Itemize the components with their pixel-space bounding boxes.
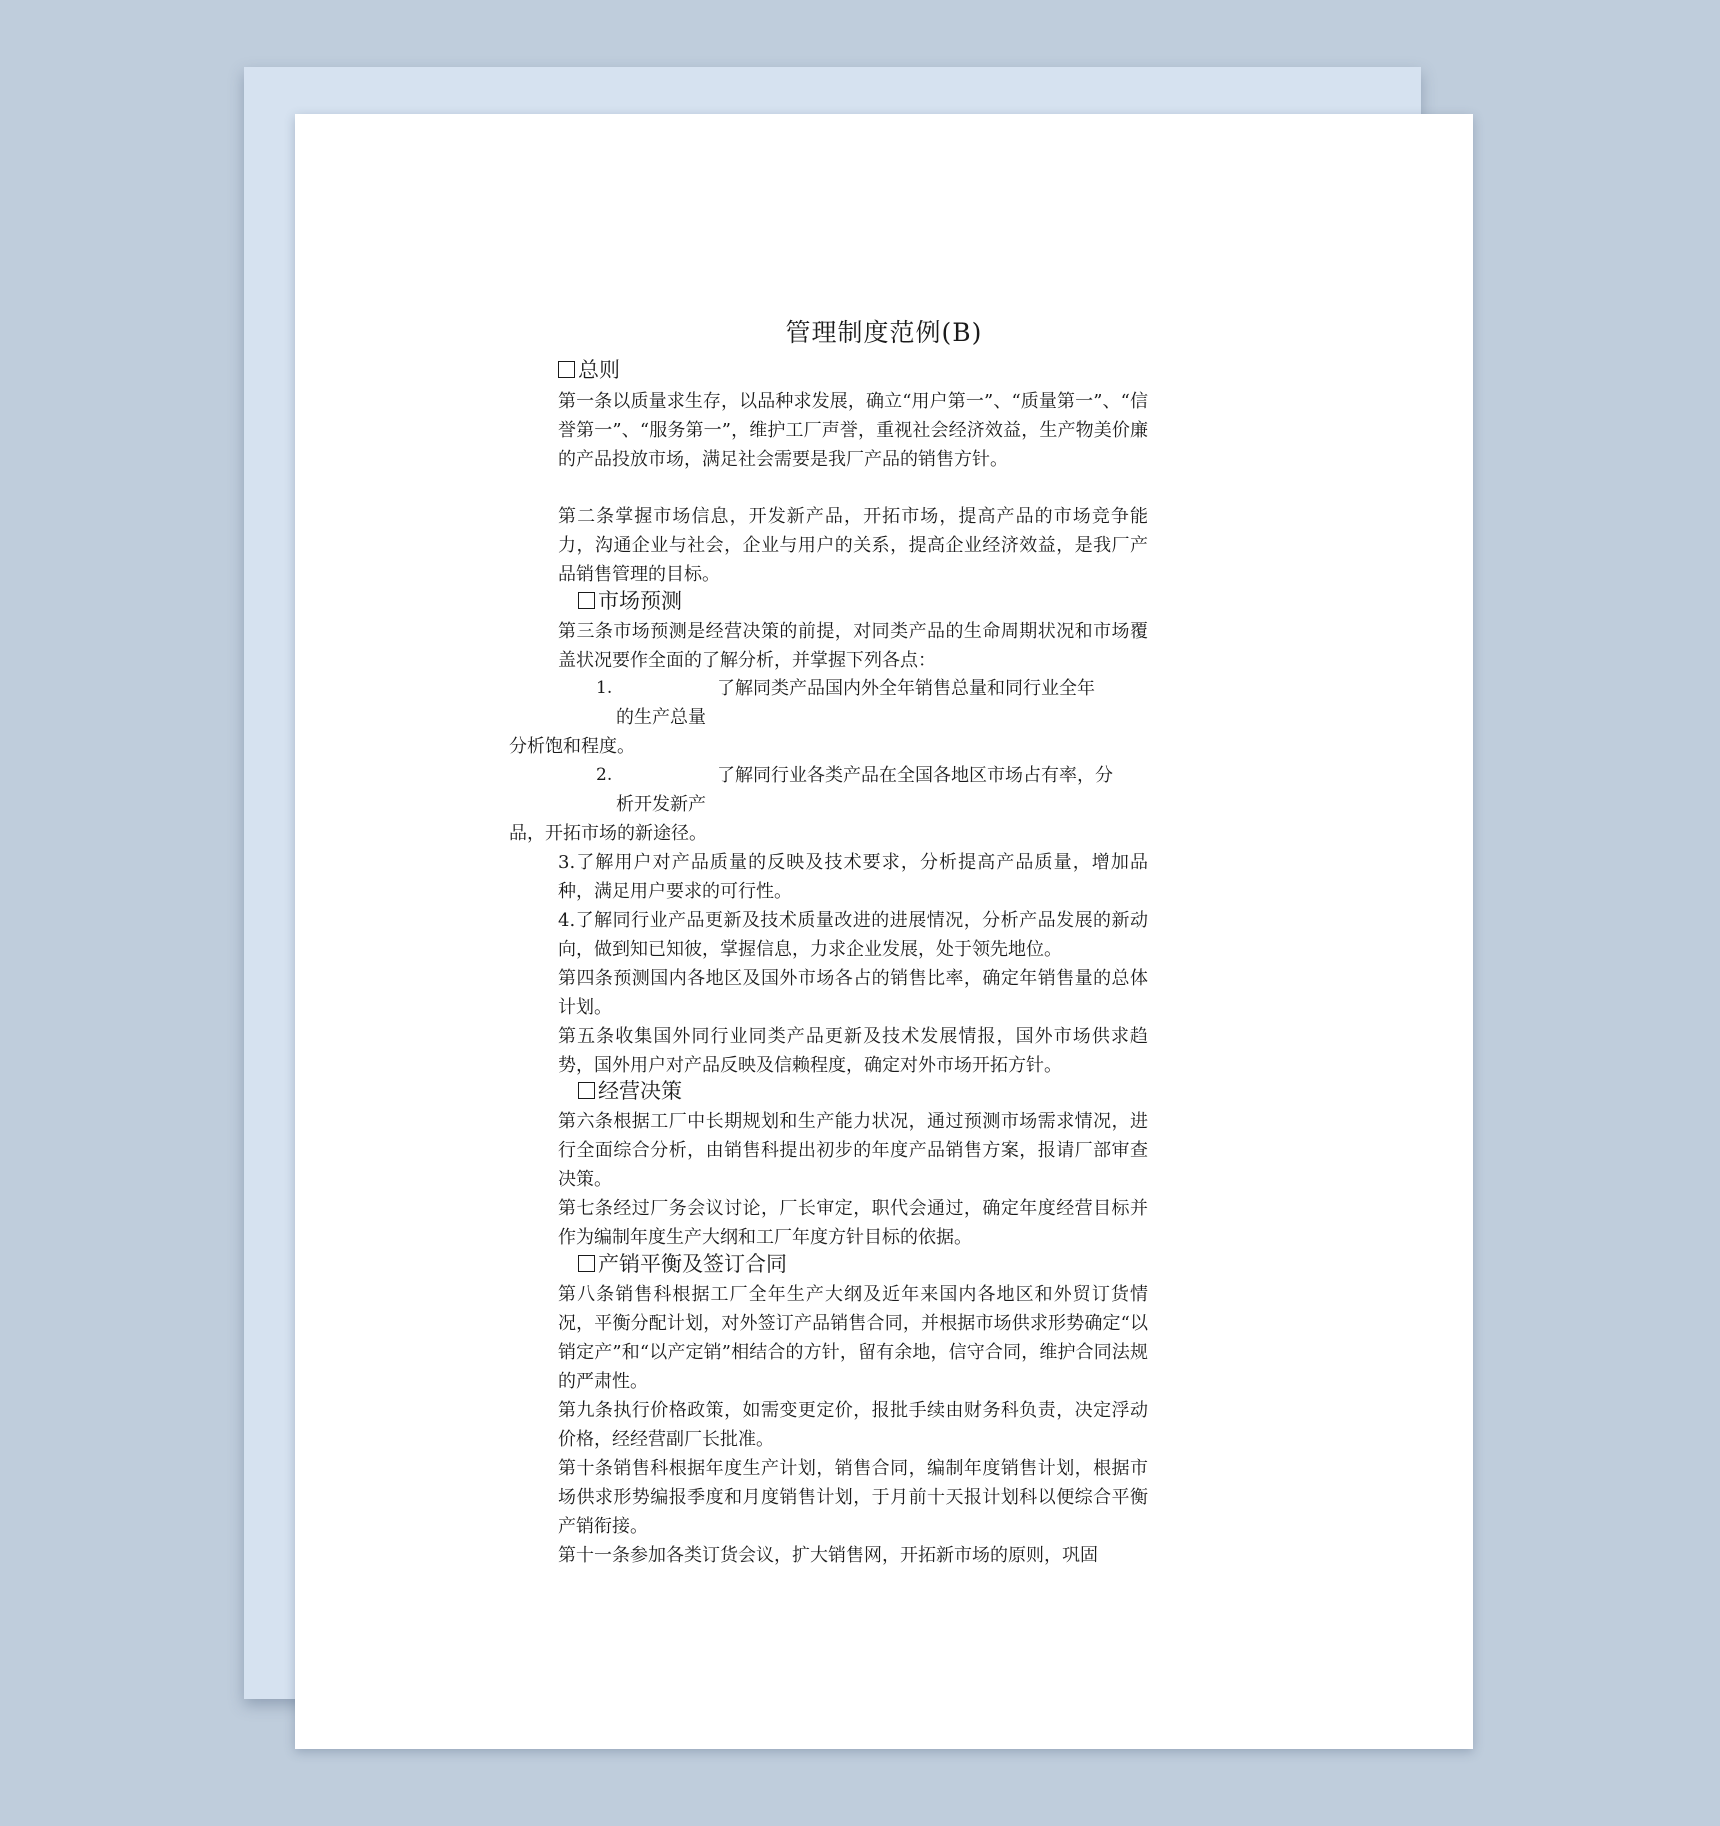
list-item-number: 1. (596, 678, 613, 698)
section-heading-label: 产销平衡及签订合同 (598, 1252, 787, 1276)
paragraph-article-11: 第十一条参加各类订货会议，扩大销售网，开拓新市场的原则，巩固 (558, 1545, 1098, 1566)
document-page (295, 114, 1473, 1749)
list-item-number: 2. (596, 765, 613, 785)
paragraph-article-7: 第七条经过厂务会议讨论，厂长审定，职代会通过，确定年度经营目标并作为编制年度生产大纲和工厂年度方针目标的依据。 (558, 1198, 1148, 1248)
document-title: 管理制度范例(B) (785, 318, 983, 347)
paragraph-article-6: 第六条根据工厂中长期规划和生产能力状况，通过预测市场需求情况，进行全面综合分析，由销售科提出初步的年度产品销售方案，报请厂部审查决策。 (558, 1111, 1148, 1190)
checkbox-square-icon (558, 361, 575, 378)
section-heading-general (558, 356, 620, 385)
section-heading-label: 市场预测 (598, 589, 682, 613)
paragraph-article-5: 第五条收集国外同行业同类产品更新及技术发展情报，国外市场供求趋势，国外用户对产品反映及信赖程度，确定对外市场开拓方针。 (558, 1026, 1148, 1076)
list-item-text: 了解同类产品国内外全年销售总量和同行业全年 (717, 678, 1095, 699)
list-item-continuation: 析开发新产 (616, 794, 706, 815)
section-heading-market-forecast (578, 587, 682, 616)
document-body (295, 114, 1473, 1749)
section-heading-business-decision (578, 1077, 682, 1106)
paragraph-article-1: 第一条以质量求生存，以品种求发展，确立“用户第一”、“质量第一”、“信誉第一”、“服务第一”，维护工厂声誉，重视社会经济效益，生产物美价廉的产品投放市场，满足社会需要是我厂产品的销售方针。 (558, 391, 1148, 470)
section-heading-production-sales (578, 1250, 787, 1279)
checkbox-square-icon (578, 1082, 595, 1099)
list-item-tail: 分析饱和程度。 (509, 736, 635, 757)
section-heading-label: 总则 (578, 358, 620, 382)
paragraph-article-3: 第三条市场预测是经营决策的前提，对同类产品的生命周期状况和市场覆盖状况要作全面的了解分析，并掌握下列各点： (558, 621, 1148, 671)
paragraph-article-10: 第十条销售科根据年度生产计划，销售合同，编制年度销售计划，根据市场供求形势编报季度和月度销售计划，于月前十天报计划科以便综合平衡产销衔接。 (558, 1458, 1148, 1537)
checkbox-square-icon (578, 1255, 595, 1272)
list-item-tail: 品，开拓市场的新途径。 (509, 823, 707, 844)
list-item-continuation: 的生产总量 (616, 707, 706, 728)
paragraph-article-4: 第四条预测国内各地区及国外市场各占的销售比率，确定年销售量的总体计划。 (558, 968, 1148, 1018)
paragraph-article-8: 第八条销售科根据工厂全年生产大纲及近年来国内各地区和外贸订货情况，平衡分配计划，对外签订产品销售合同，并根据市场供求形势确定“以销定产”和“以产定销”相结合的方针，留有余地，信守合同，维护合同法规的严肃性。 (558, 1284, 1148, 1392)
section-heading-label: 经营决策 (598, 1079, 682, 1103)
list-item-text: 了解同行业各类产品在全国各地区市场占有率，分 (717, 765, 1113, 786)
checkbox-square-icon (578, 592, 595, 609)
paragraph-point-4: 4.了解同行业产品更新及技术质量改进的进展情况，分析产品发展的新动向，做到知已知彼，掌握信息，力求企业发展，处于领先地位。 (558, 910, 1148, 960)
paragraph-article-9: 第九条执行价格政策，如需变更定价，报批手续由财务科负责，决定浮动价格，经经营副厂长批准。 (558, 1400, 1148, 1450)
paragraph-point-3: 3.了解用户对产品质量的反映及技术要求，分析提高产品质量，增加品种，满足用户要求的可行性。 (558, 852, 1148, 902)
paragraph-article-2: 第二条掌握市场信息，开发新产品，开拓市场，提高产品的市场竞争能力，沟通企业与社会，企业与用户的关系，提高企业经济效益，是我厂产品销售管理的目标。 (558, 506, 1148, 585)
